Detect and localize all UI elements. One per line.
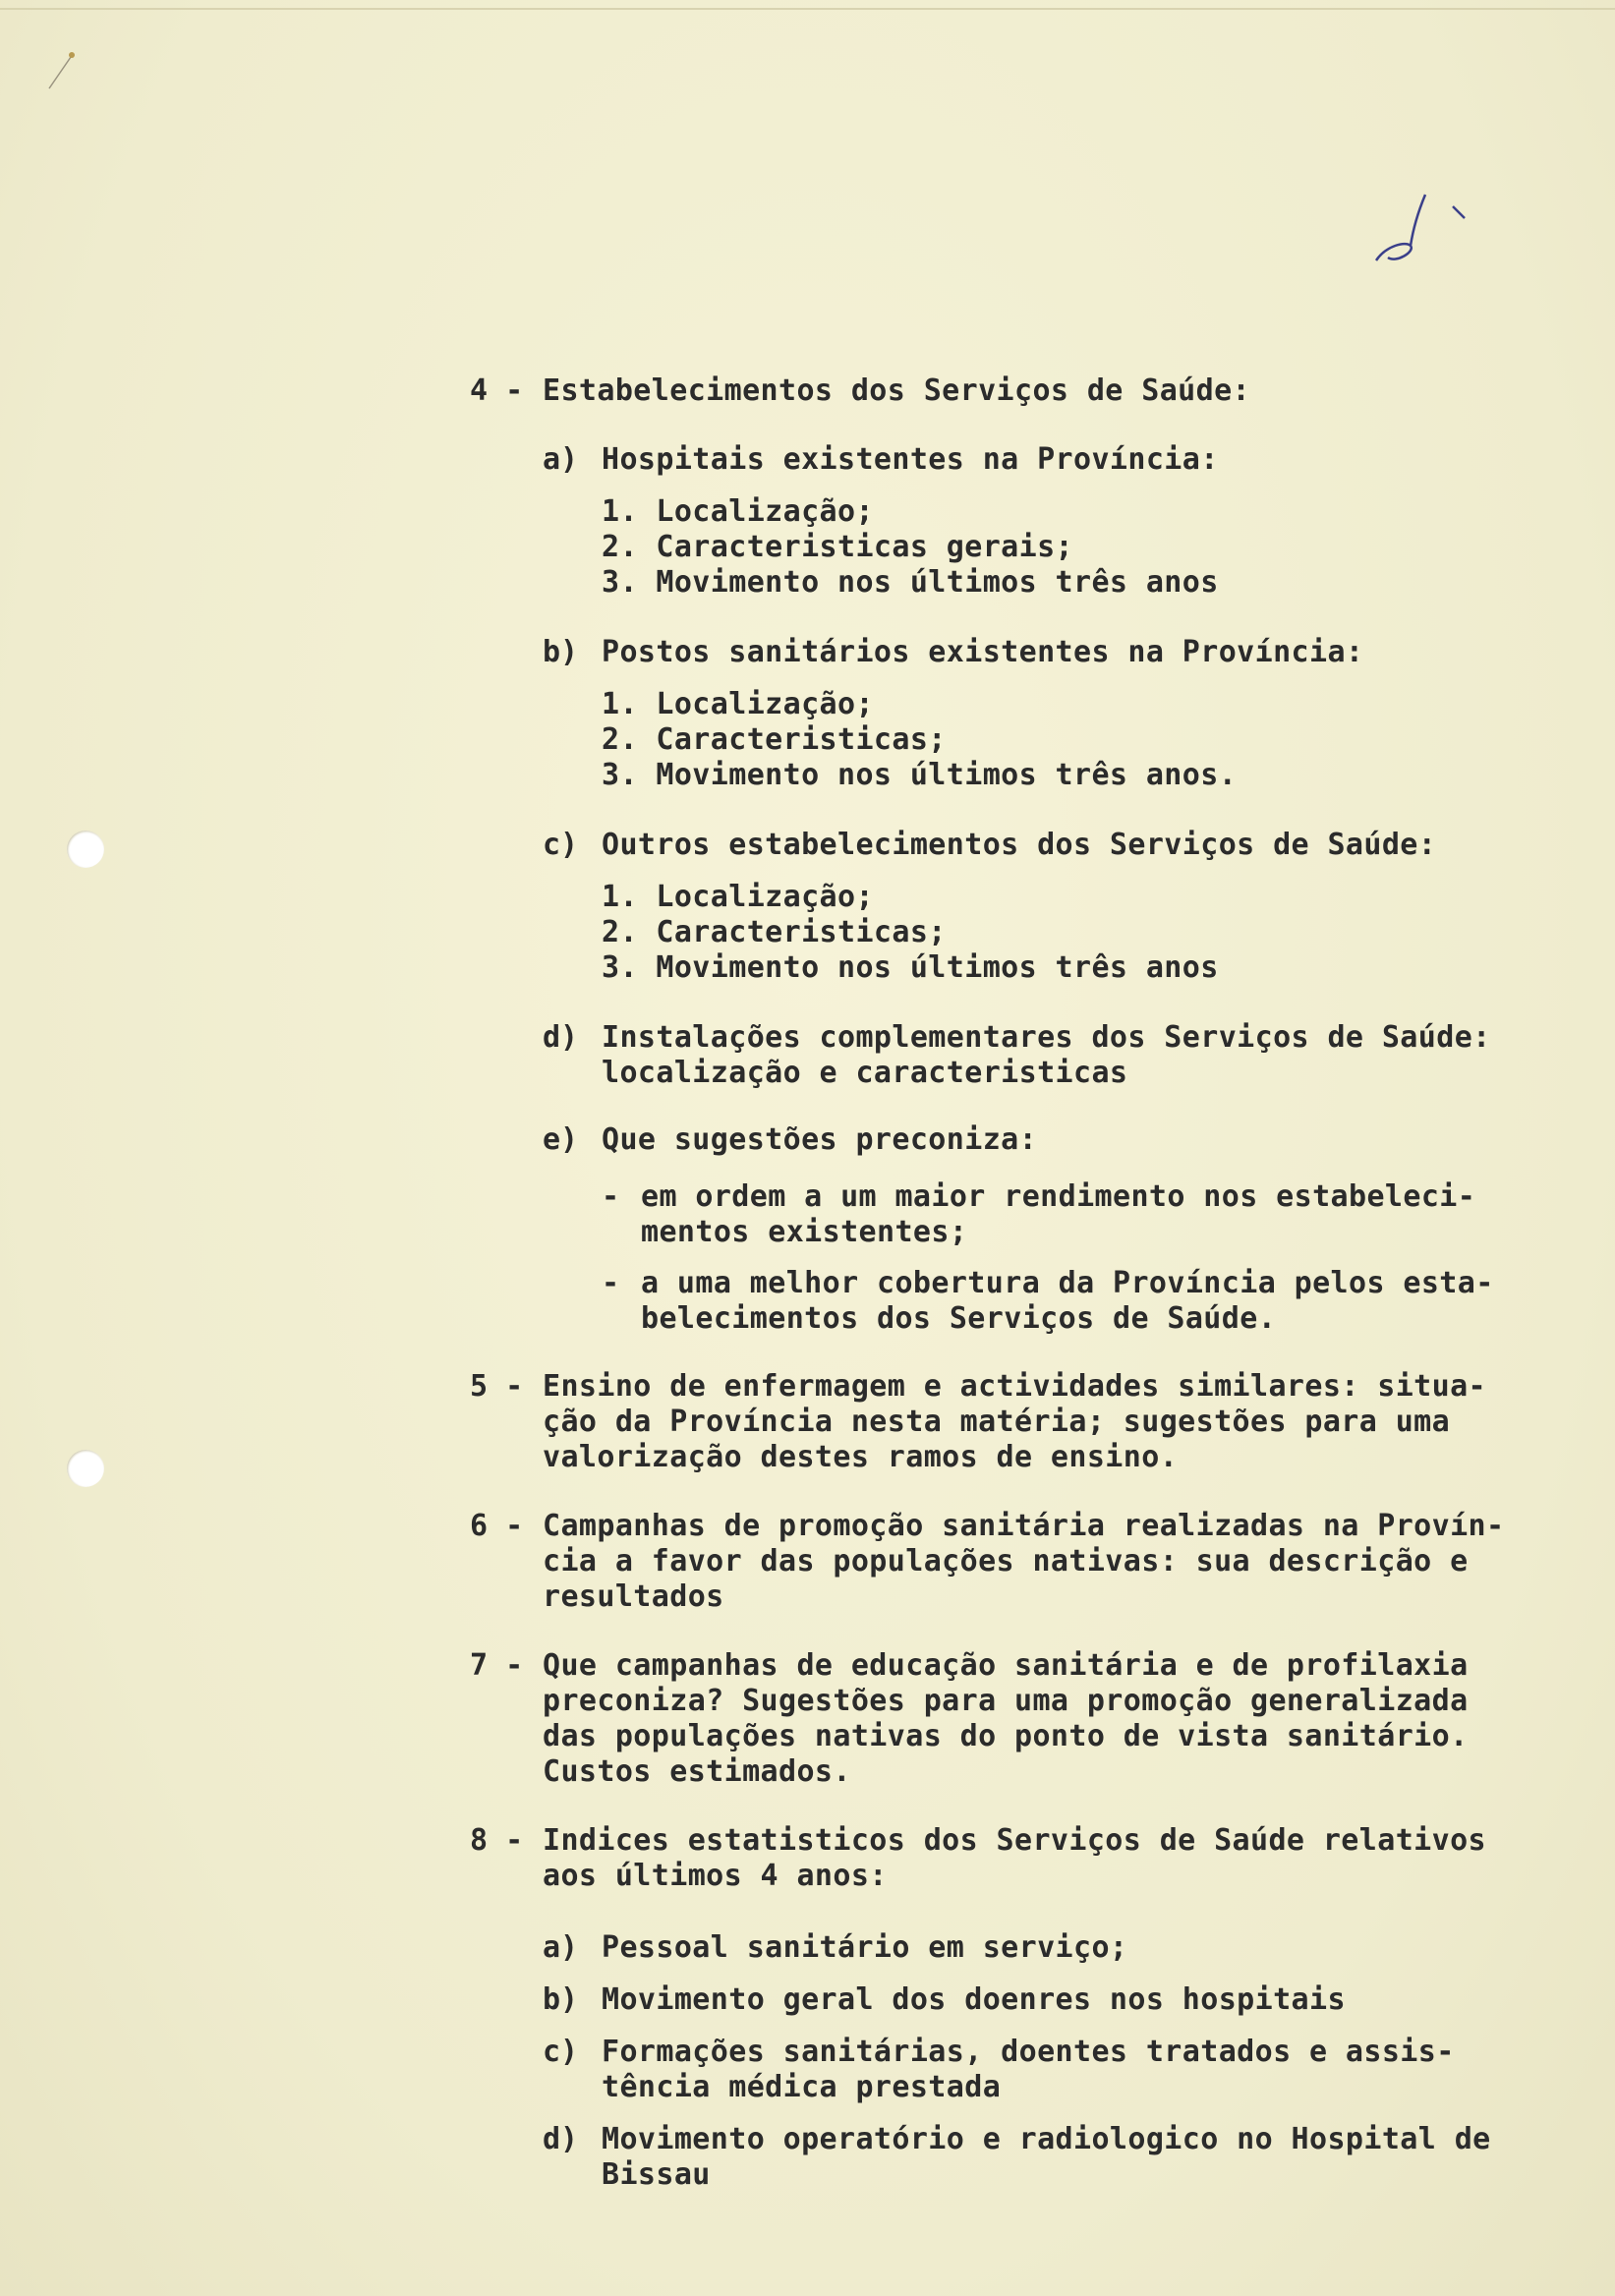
section-text: preconiza? Sugestões para uma promoção generalizada — [543, 1684, 1469, 1718]
subitem-text: 1. Localização; — [602, 880, 874, 914]
item-number: 7 - — [470, 1648, 524, 1683]
item-number: 6 - — [470, 1509, 524, 1543]
section-text: ção da Província nesta matéria; sugestões para uma — [543, 1405, 1451, 1439]
item-text: Bissau — [602, 2157, 711, 2192]
punch-hole-bottom — [67, 1450, 104, 1487]
item-text: Postos sanitários existentes na Província: — [602, 635, 1364, 669]
subitem-text: 3. Movimento nos últimos três anos — [602, 565, 1219, 600]
item-text: Formações sanitárias, doentes tratados e assis- — [602, 2035, 1455, 2069]
subitem-text: 2. Caracteristicas; — [602, 915, 947, 949]
item-letter: c) — [543, 828, 579, 862]
item-letter: c) — [543, 2035, 579, 2069]
section-text: valorização destes ramos de ensino. — [543, 1440, 1179, 1474]
bullet-text: mentos existentes; — [641, 1215, 968, 1249]
section-text: Ensino de enfermagem e actividades similares: situa- — [543, 1369, 1486, 1404]
item-text: localização e caracteristicas — [602, 1056, 1128, 1090]
subitem-text: 3. Movimento nos últimos três anos — [602, 950, 1219, 985]
dash-bullet: - — [602, 1179, 620, 1214]
item-text: Outros estabelecimentos dos Serviços de Saúde: — [602, 828, 1437, 862]
handwritten-initial — [1366, 187, 1484, 285]
bullet-text: em ordem a um maior rendimento nos estabeleci- — [641, 1179, 1476, 1214]
section-text: Custos estimados. — [543, 1754, 851, 1789]
section-text: Campanhas de promoção sanitária realizadas na Provín- — [543, 1509, 1505, 1543]
item-text: Hospitais existentes na Província: — [602, 442, 1219, 477]
subitem-text: 2. Caracteristicas gerais; — [602, 530, 1073, 564]
item-text: Pessoal sanitário em serviço; — [602, 1930, 1128, 1965]
section-text: resultados — [543, 1579, 724, 1614]
item-letter: e) — [543, 1122, 579, 1157]
item-letter: b) — [543, 1982, 579, 2017]
item-letter: a) — [543, 442, 579, 477]
item-number: 4 - — [470, 373, 524, 408]
item-text: tência médica prestada — [602, 2070, 1002, 2104]
item-text: Movimento operatório e radiologico no Hospital de — [602, 2122, 1491, 2156]
item-number: 8 - — [470, 1823, 524, 1858]
section-text: das populações nativas do ponto de vista sanitário. — [543, 1719, 1469, 1753]
item-text: Movimento geral dos doenres nos hospitais — [602, 1982, 1346, 2017]
dash-bullet: - — [602, 1266, 620, 1300]
top-edge — [0, 8, 1615, 10]
item-letter: a) — [543, 1930, 579, 1965]
subitem-text: 1. Localização; — [602, 687, 874, 721]
subitem-text: 2. Caracteristicas; — [602, 722, 947, 757]
section-text: Que campanhas de educação sanitária e de profilaxia — [543, 1648, 1469, 1683]
item-text: Que sugestões preconiza: — [602, 1122, 1038, 1157]
bullet-text: a uma melhor cobertura da Província pelos esta- — [641, 1266, 1494, 1300]
subitem-text: 1. Localização; — [602, 494, 874, 529]
item-letter: d) — [543, 1020, 579, 1055]
item-number: 5 - — [470, 1369, 524, 1404]
item-letter: d) — [543, 2122, 579, 2156]
item-text: Instalações complementares dos Serviços de Saúde: — [602, 1020, 1491, 1055]
section-text: cia a favor das populações nativas: sua descrição e — [543, 1544, 1469, 1578]
bullet-text: belecimentos dos Serviços de Saúde. — [641, 1301, 1277, 1336]
section-text: Indices estatisticos dos Serviços de Saúde relativos — [543, 1823, 1486, 1858]
item-letter: b) — [543, 635, 579, 669]
section-text: aos últimos 4 anos: — [543, 1859, 888, 1893]
section-heading: Estabelecimentos dos Serviços de Saúde: — [543, 373, 1250, 408]
subitem-text: 3. Movimento nos últimos três anos. — [602, 758, 1238, 792]
punch-hole-top — [67, 831, 104, 868]
pencil-mark — [39, 39, 98, 98]
